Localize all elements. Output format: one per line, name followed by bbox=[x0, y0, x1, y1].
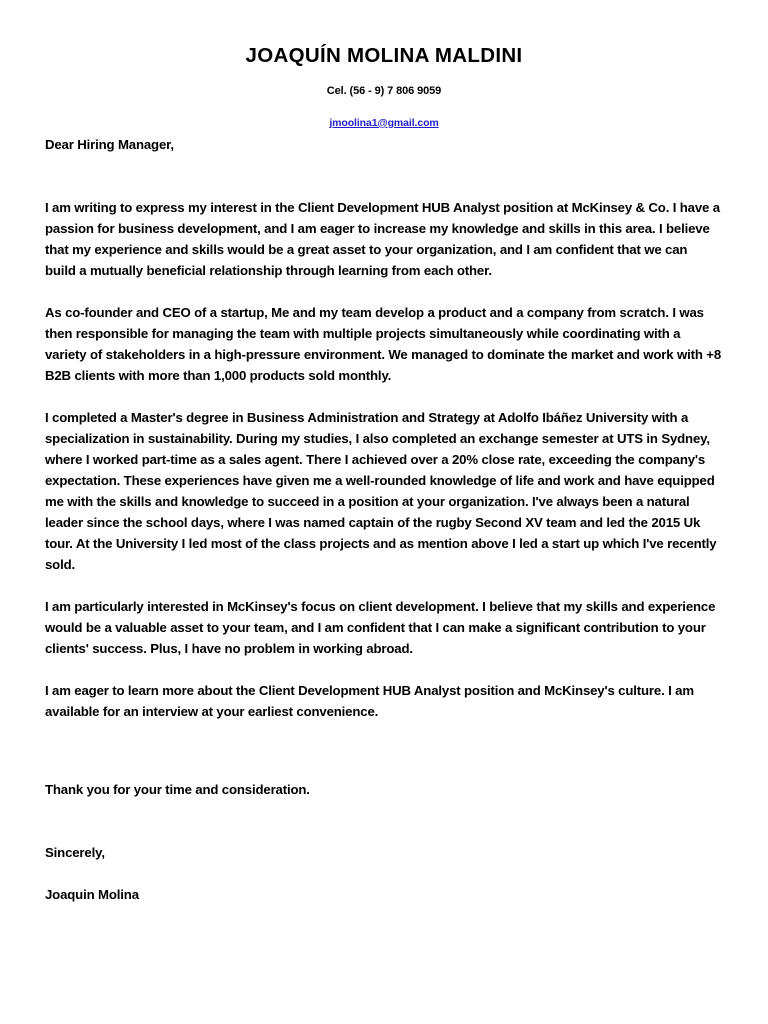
body-paragraph: I completed a Master's degree in Business Administration and Strategy at Adolfo Ibáñez University with a specialization in sustainability. During my studies, I also completed an exchange semester at UTS in Sydney, where I worked part-time as a sales agent. There I achieved over a 20% close rate, exceeding the company's expectation. These experiences have given me a well-rounded knowledge of life and work and have equipped me with the skills and knowledge to succeed in a position at your organization. I've always been a natural leader since the school days, where I was named captain of the rugby Second XV team and led the 2015 Uk tour. At the University I led most of the class projects and as mention above I led a start up which I've recently sold. bbox=[45, 410, 717, 572]
salutation: Dear Hiring Manager, bbox=[45, 137, 174, 152]
body-paragraph: I am eager to learn more about the Client Development HUB Analyst position and McKinsey's culture. I am available for an interview at your earliest convenience. bbox=[45, 683, 694, 719]
spacer bbox=[45, 800, 721, 842]
body-paragraph: I am writing to express my interest in the Client Development HUB Analyst position at McKinsey & Co. I have a passion for business development, and I am eager to increase my knowledge and skills in this area. I believe that my experience and skills would be a great asset to your organization, and I am confident that we can build a mutually beneficial relationship through learning from each other. bbox=[45, 200, 720, 278]
spacer bbox=[45, 863, 721, 884]
contact-email-line bbox=[0, 112, 768, 131]
letter-header bbox=[0, 0, 768, 131]
thank-you-line: Thank you for your time and consideration. bbox=[45, 782, 310, 797]
contact-phone: Cel. (56 - 9) 7 806 9059 bbox=[326, 84, 442, 97]
spacer bbox=[45, 659, 721, 680]
spacer bbox=[45, 722, 721, 779]
page-title: JOAQUÍN MOLINA MALDINI bbox=[245, 44, 523, 67]
letter-body bbox=[45, 134, 721, 905]
spacer bbox=[45, 281, 721, 302]
signature-name: Joaquin Molina bbox=[45, 887, 139, 902]
body-paragraph: As co-founder and CEO of a startup, Me and my team develop a product and a company from scratch. I was then responsible for managing the team with multiple projects simultaneously while coordinating with a variety of stakeholders in a high-pressure environment. We managed to dominate the market and work with +8 B2B clients with more than 1,000 products sold monthly. bbox=[45, 305, 722, 383]
body-paragraph: I am particularly interested in McKinsey's focus on client development. I believe that my skills and experience would be a valuable asset to your team, and I am confident that I can make a significant contribution to your clients' success. Plus, I have no problem in working abroad. bbox=[45, 599, 716, 656]
contact-email-link[interactable]: jmoolina1@gmail.com bbox=[329, 116, 439, 129]
sign-off: Sincerely, bbox=[45, 845, 105, 860]
spacer bbox=[45, 386, 721, 407]
spacer bbox=[45, 575, 721, 596]
spacer bbox=[45, 155, 721, 197]
